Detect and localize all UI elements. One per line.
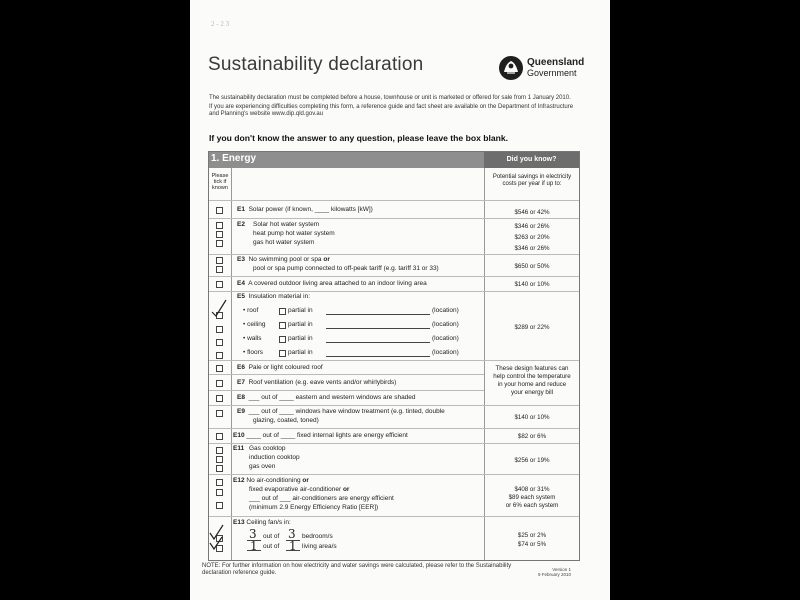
partial-in-label: partial in (288, 321, 313, 328)
item-e4-text: A covered outdoor living area attached to an indoor living area (248, 280, 427, 287)
handwritten-value: 3 (288, 527, 296, 541)
handwritten-value: 3 (249, 527, 257, 541)
checkbox-e5-floors-partial[interactable] (279, 350, 286, 357)
item-e3-line2: pool or spa pump connected to off-peak tariff (e.g. tariff 31 or 33) (253, 265, 439, 272)
item-code: E4 (237, 280, 245, 287)
row-divider (209, 443, 579, 444)
checkbox-e12-no-ac[interactable] (216, 479, 223, 486)
partial-in-label: partial in (288, 349, 313, 356)
item-e11-line: gas oven (249, 463, 276, 470)
item-e12-line2: fixed evaporative air-conditioner (249, 486, 342, 493)
checkbox-e5-walls-partial[interactable] (279, 336, 286, 343)
item-e12-or: or (302, 477, 309, 484)
saving-e3: $650 or 50% (514, 263, 550, 270)
item-e5-text: Insulation material in: (248, 293, 310, 300)
please-tick-header: Please tick if known (211, 173, 229, 191)
checkbox-e12-evaporative[interactable] (216, 489, 223, 496)
handwritten-tick-icon (208, 523, 226, 553)
logo-line-1: Queensland (527, 57, 585, 68)
item-e11-line: induction cooktop (249, 454, 300, 461)
saving-e10: $82 or 6% (517, 433, 547, 440)
item-e13-text: Ceiling fan/s in: (246, 519, 291, 526)
logo-line-2: Government (527, 68, 577, 78)
checkbox-e5-ceiling[interactable] (216, 326, 223, 333)
item-e10 (233, 432, 408, 440)
checkbox-e12-efficient[interactable] (216, 502, 223, 509)
checkbox-e5-roof-partial[interactable] (279, 308, 286, 315)
out-of-label: out of (263, 533, 280, 540)
item-code: E3 (237, 256, 245, 263)
location-label: (location) (432, 335, 459, 342)
item-e1-text: Solar power (if known, ____ kilowatts [kW]) (248, 206, 373, 213)
savings-header: Potential savings in electricity costs per year if up to: (492, 174, 572, 187)
row-divider (209, 516, 579, 517)
e5-row-label: walls (247, 335, 262, 342)
checkbox-e11-induction[interactable] (216, 456, 223, 463)
saving-design-line: help control the temperature (493, 373, 571, 380)
partial-in-label: partial in (288, 307, 313, 314)
item-e8-text: ___ out of ____ eastern and western windows are shaded (248, 394, 416, 401)
item-e3-line1: No swimming pool or spa (248, 256, 322, 263)
e13-living-label: living area/s (302, 543, 337, 550)
location-field-ceiling[interactable] (326, 328, 430, 329)
item-e12-line2-wrap (249, 486, 349, 494)
item-e12 (233, 477, 309, 485)
checkbox-e6[interactable] (216, 365, 223, 372)
item-code: E2 (237, 221, 245, 228)
item-e6 (237, 364, 323, 372)
row-divider (209, 405, 579, 406)
item-e9-line1: ___ out of ____ windows have window treatment (e.g. tinted, double (248, 408, 445, 415)
item-code: E1 (237, 206, 245, 213)
e5-row-floors: • floors (243, 349, 263, 356)
item-e13 (233, 519, 291, 527)
saving-e12: $89 each system (508, 494, 556, 501)
instruction-text: If you don't know the answer to any question, please leave the box blank. (209, 133, 509, 143)
checkbox-e3-no-pool[interactable] (216, 257, 223, 264)
checkbox-e11-gas-cooktop[interactable] (216, 447, 223, 454)
saving-design-line: in your home and reduce (497, 381, 567, 388)
checkbox-e3-pump[interactable] (216, 266, 223, 273)
handwritten-value: 1 (250, 539, 258, 553)
saving-e2: $346 or 26% (514, 223, 550, 230)
did-you-know-header: Did you know? (484, 152, 579, 168)
saving-e13: $74 or 5% (517, 541, 547, 548)
checkbox-e11-gas-oven[interactable] (216, 465, 223, 472)
intro-paragraph-1: The sustainability declaration must be completed before a house, townhouse or unit is marketed or offered for sale from 1 January 2010. (209, 95, 571, 101)
version-info (535, 567, 571, 577)
saving-design-line: These design features can (495, 365, 569, 372)
item-code: E6 (237, 364, 245, 371)
row-divider (209, 390, 484, 391)
intro-paragraph-2: If you are experiencing difficulties completing this form, a reference guide and fact sheet are available on the Department of Infrastructure and Planning's website www.dip.qld.gov.au (209, 104, 574, 117)
intro-text (209, 95, 581, 120)
location-field-floors[interactable] (326, 356, 430, 357)
item-code: E12 (233, 477, 245, 484)
section-header (209, 152, 579, 168)
item-e4 (237, 280, 427, 288)
location-label: (location) (432, 349, 459, 356)
location-field-roof[interactable] (326, 314, 430, 315)
e5-row-label: ceiling (247, 321, 266, 328)
item-e12-line1: No air-conditioning (246, 477, 301, 484)
item-e12-or: or (342, 486, 350, 493)
handwritten-value: 1 (289, 539, 297, 553)
checkbox-e7[interactable] (216, 380, 223, 387)
saving-e4: $140 or 10% (514, 281, 550, 288)
item-e12-line4: (minimum 2.9 Energy Efficiency Ratio [EER]) (249, 504, 379, 511)
item-code: E7 (237, 379, 245, 386)
saving-e9: $140 or 10% (514, 414, 550, 421)
item-code: E10 (233, 432, 245, 439)
row-divider (209, 200, 579, 201)
item-code: E13 (233, 519, 245, 526)
item-e9 (237, 408, 445, 416)
location-field-walls[interactable] (326, 342, 430, 343)
checkbox-e1[interactable] (216, 207, 223, 214)
e5-row-ceiling: • ceiling (243, 321, 266, 328)
row-divider (209, 474, 579, 475)
checkbox-e5-floors[interactable] (216, 352, 223, 359)
corner-handwritten-mark: 2 - 2 3 (211, 20, 230, 28)
checkbox-e8[interactable] (216, 395, 223, 402)
item-e7-text: Roof ventilation (e.g. eave vents and/or whirlybirds) (248, 379, 397, 386)
e13-bedrooms-label: bedroom/s (302, 533, 333, 540)
page-title: Sustainability declaration (208, 54, 424, 75)
checkbox-e9[interactable] (216, 410, 223, 417)
checkbox-e4[interactable] (216, 281, 223, 288)
location-label: (location) (432, 307, 459, 314)
saving-e12: or 6% each system (505, 502, 559, 509)
version-date: 9 February 2010 (537, 572, 571, 577)
item-e10-text: ____ out of ____ fixed internal lights are energy efficient (246, 432, 408, 439)
saving-e1: $546 or 42% (514, 209, 550, 216)
version-label: Version 1 (552, 567, 571, 572)
row-divider (209, 428, 579, 429)
saving-e2: $263 or 20% (514, 234, 550, 241)
e5-row-label: roof (247, 307, 259, 314)
crest-icon (498, 55, 524, 81)
item-e3-or: or (323, 256, 330, 263)
item-e1 (237, 206, 373, 214)
e5-row-label: floors (247, 349, 263, 356)
checkbox-e10[interactable] (216, 433, 223, 440)
location-label: (location) (432, 321, 459, 328)
row-divider (209, 276, 579, 277)
item-e11-line: Gas cooktop (249, 445, 286, 452)
saving-e13: $25 or 2% (517, 532, 547, 539)
column-divider (231, 168, 232, 560)
queensland-government-logo (498, 53, 590, 83)
partial-in-label: partial in (288, 335, 313, 342)
item-e9-line2: glazing, coated, toned) (253, 417, 319, 424)
checkbox-e2-solar[interactable] (216, 222, 223, 229)
item-e7 (237, 379, 396, 387)
item-code: E5 (237, 293, 245, 300)
item-e8 (237, 394, 416, 402)
item-e5 (237, 293, 310, 301)
item-e12-line3: ___ out of ___ air-conditioners are energy efficient (249, 495, 394, 502)
energy-section-table (208, 151, 580, 561)
item-code: E9 (237, 408, 245, 415)
item-e2-line: gas hot water system (253, 239, 315, 246)
e5-row-roof: • roof (243, 307, 259, 314)
checkbox-e5-ceiling-partial[interactable] (279, 322, 286, 329)
section-title: 1. Energy (211, 153, 257, 164)
row-divider (209, 291, 579, 292)
saving-e2: $346 or 26% (514, 245, 550, 252)
form-page (190, 0, 610, 600)
row-divider (209, 254, 579, 255)
footer-note: NOTE: For further information on how electricity and water savings were calculated, please refer to the Sustainability declaration reference guide. (202, 563, 512, 576)
handwritten-tick-icon (210, 298, 228, 318)
row-divider (209, 360, 579, 361)
row-divider (209, 374, 484, 375)
saving-e12: $408 or 31% (514, 486, 550, 493)
saving-design-line: your energy bill (511, 389, 553, 396)
item-e3 (237, 256, 330, 264)
checkbox-e5-walls[interactable] (216, 339, 223, 346)
checkbox-e2-gas[interactable] (216, 240, 223, 247)
item-code: E8 (237, 394, 245, 401)
item-e2-line: Solar hot water system (253, 221, 320, 228)
item-e2-line: heat pump hot water system (253, 230, 335, 237)
e5-row-walls: • walls (243, 335, 262, 342)
column-divider (484, 168, 485, 560)
item-code: E11 (233, 445, 245, 452)
checkbox-e2-heat-pump[interactable] (216, 231, 223, 238)
saving-e11: $256 or 19% (514, 457, 550, 464)
saving-e5: $289 or 22% (514, 324, 550, 331)
row-divider (209, 218, 579, 219)
item-e6-text: Pale or light coloured roof (248, 364, 323, 371)
out-of-label: out of (263, 543, 280, 550)
